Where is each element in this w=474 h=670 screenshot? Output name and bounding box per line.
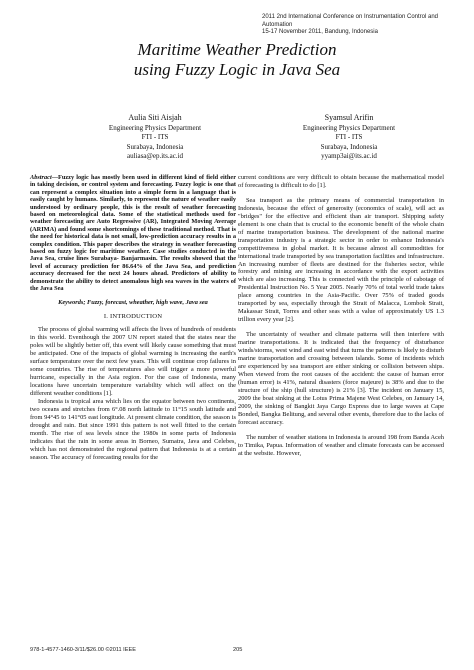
footer-copyright: 978-1-4577-1460-3/11/$26.00 ©2011 IEEE [30,647,136,653]
keywords: Keywords; Fuzzy, forecast, wheather, high wave, Java sea [58,298,208,306]
paragraph: The number of weather stations in Indonesia is around 198 from Banda Aceh to Timika, Papua. Information of weather and climate forecasts can be accessed at the website. However, [238,433,444,457]
paper-title [0,40,474,80]
author-name: Aulia Siti Aisjah [128,113,182,122]
author-block-2 [264,112,434,161]
right-column [238,174,444,457]
page-number: 205 [233,647,243,653]
paragraph: Sea transport as the primary means of commercial transportation in Indonesia, because the effect of generosity (economics of scale), will act as "bridges" for the effective and efficient than air transport. Shipping safety element is one chain that is crucial to the economic benefit of the whole chain of marine transportation business. The development of the national marine transportation industry is a strategic sector in order to enhance Indonesia's competitiveness in global market. It is because almost all commodities for international trade transported by sea transportation facilities and infrastructure. An increasing number of fleets are destined for the fisheries sector, while forestry and mining are increasing in accordance with the export activities which are also increasing. This is connected with the principle of cabotage of Presidential Instruction No. 5 Year 2005. Nearly 70% of total world trade takes place among countries in the Asia-Pacific. Over 75% of traded goods transported by sea, especially through the Strait of Malacca, Lombok Strait, Makassar Strait, Torres and other seas with a value of approximately US 1.3 trillion every year [2]. [238,196,444,324]
author-inst: FTI - ITS [335,133,363,142]
section-title: INTRODUCTION [109,313,163,321]
section-heading [30,313,236,321]
title-line-2: using Fuzzy Logic in Java Sea [133,60,341,79]
conference-header [262,14,468,37]
paragraph: The uncertainty of weather and climate patterns will then interfere with marine transportations. It is indicated that the frequency of disturbance winds/storms, west wind and east wind that turns the patterns is likely to disturb marine transportation and crossing between islands. Some of incidents which are experienced by sea transport are either sinking or collision between ships. When viewed from the root causes of the accident: the cause of human error (human error) is 41%, natural disasters (force majeure) is 38% and due to the structure of the ship (hull structure) is 21% [3]. The incident on January 15, 2009 the boat sinking at the Lotus Prima Majene West Celebes, on January 14, 2009, the sinking of Bangkit Jaya Cargo Express due to large waves at Cape Bonded, Bangka Belitung, and several other events, therefore due to the lacks of forecast accuracy. [238,331,444,426]
paragraph: Indonesia is tropical area which lies on the equator between two continents, two oceans and stretches from 6°.08 north latitude to 11°15 south latitude and from 94°45 to 141°05 east longitude. At present climate condition, the season is drought and rain. But since 1991 this pattern is not well fitted to the certain month. The rise of sea levels since the 1980s in some parts of Indonesia indicates that the rain in some areas in Borneo, Sumatra, Java and Celebes, which has not demonstrated the regional pattern that Indonesia is at a certain season. The accuracy of forecasting results for the [30,397,236,461]
author-name: Syamsul Arifin [324,113,374,122]
conference-line-1: 2011 2nd International Conference on Instrumentation Control and Automation [262,14,439,28]
left-column [30,174,236,462]
author-dept: Engineering Physics Department [108,124,202,132]
author-email[interactable]: yyamp3ai@its.ac.id [321,151,377,160]
abstract [30,174,236,293]
author-dept: Engineering Physics Department [302,124,396,132]
author-email[interactable]: auliasa@ep.its.ac.id [126,151,183,160]
author-city: Surabaya, Indonesia [126,142,184,151]
abstract-text: —Fuzzy logic has mostly been used in different kind of field either in taking decision, or control system and forecasting. Fuzzy logic is one that can represent a complex situation into a simple form in a language that is easily caught by humans. Similarly, to represent the nature of weather easily understood by ordinary people, this is the result of weather forecasting based on meteorological data. Some of the statistical methods used for weather forecasting are Auto Regressive (AR), Integrated Moving Average (ARIMA) and found some shortcomings of these traditional method. That is the need for historical data is not small, low-prediction accuracy results in a complex condition. This paper describes the strategy in weather forecasting based on fuzzy logic for maritime weather. Case studies conducted in the Java Sea, cruise lines Surabaya- Banjarmasin. The results showed that the level of accuracy prediction for 86.64% of the Java Sea, and prediction accuracy decreased for the next 24 hours ahead. Predictors of ability to demonstrate the ability to detect anomalous high sea waves in the waters of the Java Sea [30,174,236,293]
author-inst: FTI - ITS [141,133,169,142]
paragraph: current conditions are very difficult to obtain because the mathematical model of forecasting is difficult to do [1]. [238,174,444,189]
section-number: I. [103,313,109,321]
abstract-label: Abstract [30,174,52,181]
paragraph: The process of global warming will affects the lives of hundreds of residents in this world. Eventhough the 2007 UN report stated that the states near the poles will be slightly better off, this event will likely cause something that must be anticipated. One of the impacts of global warming is increasing the earth's surface temperature over the next few years. This will continue crop failures in some countries. The rise of temperatures also will trigger a more powerful hurricane, especially in the Asia region. For the case of Indonesia, many locations have uncertain temperature variability which will affect on the different weather conditions [1]. [30,326,236,398]
author-block-1 [70,112,240,161]
title-line-1: Maritime Weather Prediction [137,40,337,59]
conference-line-2: 15-17 November 2011, Bandung, Indonesia [262,29,378,35]
author-city: Surabaya, Indonesia [320,142,378,151]
